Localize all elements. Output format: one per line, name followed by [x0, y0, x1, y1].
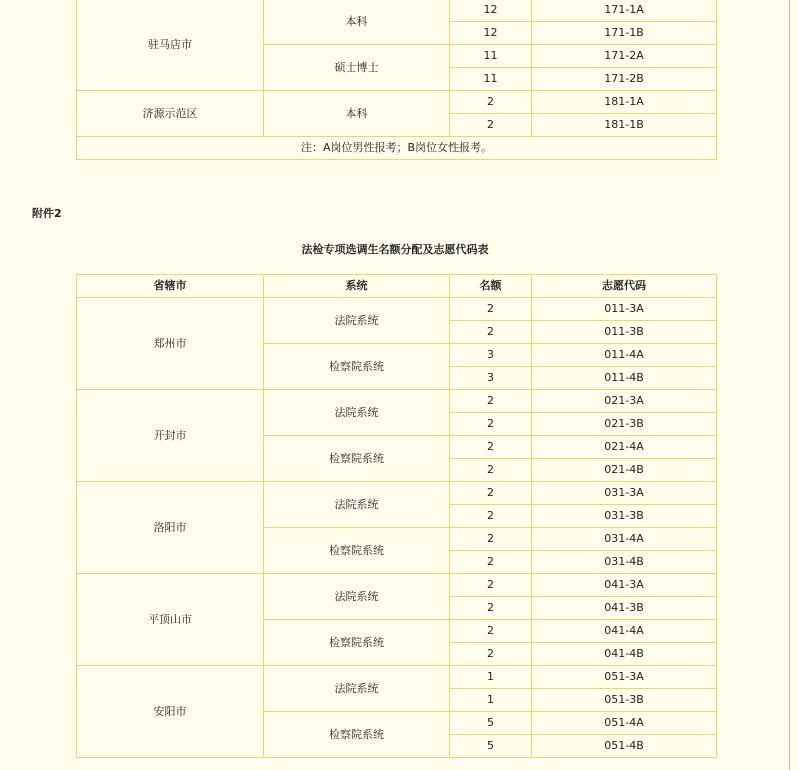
code-cell: 031-3B — [532, 505, 717, 528]
quota-cell: 2 — [450, 459, 532, 482]
code-cell: 171-1A — [532, 0, 717, 22]
table-row — [77, 390, 717, 413]
table-row — [77, 0, 717, 22]
quota-cell: 2 — [450, 390, 532, 413]
code-cell: 041-4B — [532, 643, 717, 666]
quota-cell: 1 — [450, 666, 532, 689]
quota-cell: 2 — [450, 91, 532, 114]
quota-cell: 2 — [450, 321, 532, 344]
code-cell: 041-4A — [532, 620, 717, 643]
system-cell: 检察院系统 — [264, 712, 450, 758]
header-quota: 名额 — [450, 275, 532, 298]
quota-cell: 2 — [450, 436, 532, 459]
attachment-label: 附件2 — [32, 207, 62, 220]
system-cell: 法院系统 — [264, 390, 450, 436]
table-row — [77, 298, 717, 321]
quota-cell: 2 — [450, 551, 532, 574]
code-cell: 051-4A — [532, 712, 717, 735]
quota-cell: 2 — [450, 413, 532, 436]
quota-cell: 5 — [450, 735, 532, 758]
quota-cell: 11 — [450, 45, 532, 68]
code-cell: 171-1B — [532, 22, 717, 45]
quota-cell: 2 — [450, 298, 532, 321]
level-cell: 本科 — [264, 0, 450, 45]
code-cell: 171-2B — [532, 68, 717, 91]
quota-cell: 2 — [450, 505, 532, 528]
note-cell: 注：A岗位男性报考；B岗位女性报考。 — [77, 137, 717, 160]
code-cell: 041-3A — [532, 574, 717, 597]
header-system: 系统 — [264, 275, 450, 298]
level-cell: 本科 — [264, 91, 450, 137]
quota-cell: 12 — [450, 22, 532, 45]
code-cell: 031-4A — [532, 528, 717, 551]
system-cell: 法院系统 — [264, 574, 450, 620]
code-cell: 021-4A — [532, 436, 717, 459]
city-cell: 郑州市 — [77, 298, 264, 390]
code-cell: 011-3A — [532, 298, 717, 321]
city-cell: 安阳市 — [77, 666, 264, 758]
code-cell: 171-2A — [532, 45, 717, 68]
code-cell: 181-1B — [532, 114, 717, 137]
table-row — [77, 666, 717, 689]
system-cell: 检察院系统 — [264, 528, 450, 574]
system-cell: 检察院系统 — [264, 344, 450, 390]
quota-cell: 3 — [450, 344, 532, 367]
code-cell: 051-3A — [532, 666, 717, 689]
table-row — [77, 482, 717, 505]
city-cell: 洛阳市 — [77, 482, 264, 574]
table-row — [77, 574, 717, 597]
quota-cell: 3 — [450, 367, 532, 390]
code-cell: 051-3B — [532, 689, 717, 712]
header-code: 志愿代码 — [532, 275, 717, 298]
code-cell: 021-4B — [532, 459, 717, 482]
system-cell: 法院系统 — [264, 666, 450, 712]
code-cell: 031-4B — [532, 551, 717, 574]
quota-cell: 2 — [450, 114, 532, 137]
city-cell: 济源示范区 — [77, 91, 264, 137]
quota-cell: 2 — [450, 620, 532, 643]
quota-cell: 2 — [450, 597, 532, 620]
system-cell: 检察院系统 — [264, 436, 450, 482]
code-cell: 011-4B — [532, 367, 717, 390]
code-cell: 051-4B — [532, 735, 717, 758]
quota-table-top — [76, 0, 717, 160]
quota-cell: 12 — [450, 0, 532, 22]
code-cell: 011-3B — [532, 321, 717, 344]
code-cell: 041-3B — [532, 597, 717, 620]
code-cell: 021-3B — [532, 413, 717, 436]
table-header-row — [77, 275, 717, 298]
code-cell: 181-1A — [532, 91, 717, 114]
quota-cell: 2 — [450, 482, 532, 505]
code-cell: 021-3A — [532, 390, 717, 413]
note-row — [77, 137, 717, 160]
code-cell: 031-3A — [532, 482, 717, 505]
quota-cell: 2 — [450, 574, 532, 597]
quota-table-main — [76, 274, 717, 758]
system-cell: 法院系统 — [264, 482, 450, 528]
quota-cell: 2 — [450, 528, 532, 551]
quota-cell: 11 — [450, 68, 532, 91]
city-cell: 驻马店市 — [77, 0, 264, 91]
level-cell: 硕士博士 — [264, 45, 450, 91]
code-cell: 011-4A — [532, 344, 717, 367]
city-cell: 开封市 — [77, 390, 264, 482]
system-cell: 法院系统 — [264, 298, 450, 344]
quota-table-top-body — [77, 0, 717, 160]
system-cell: 检察院系统 — [264, 620, 450, 666]
table-row — [77, 91, 717, 114]
quota-cell: 1 — [450, 689, 532, 712]
quota-cell: 5 — [450, 712, 532, 735]
quota-table-main-body — [77, 298, 717, 758]
quota-cell: 2 — [450, 643, 532, 666]
table-title: 法检专项选调生名额分配及志愿代码表 — [301, 243, 489, 256]
header-city: 省辖市 — [77, 275, 264, 298]
city-cell: 平顶山市 — [77, 574, 264, 666]
